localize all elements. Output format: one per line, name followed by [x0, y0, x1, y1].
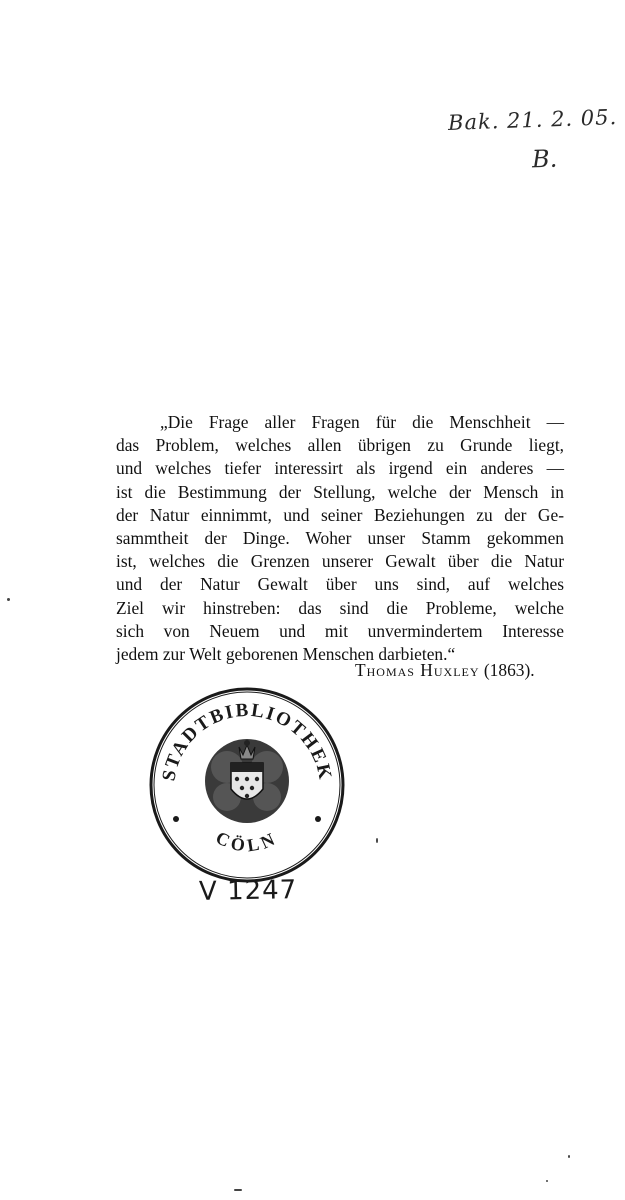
page-speck — [546, 1180, 548, 1182]
stamp-top-text: STADTBIBLIOTHEK — [158, 699, 336, 783]
handwritten-shelfmark: V 1247 — [198, 875, 298, 907]
handwritten-mark: B. — [531, 144, 558, 174]
coat-of-arms-emblem — [205, 739, 289, 823]
quote-line: „Die Frage aller Fragen für die Menschheit — — [160, 412, 564, 432]
epigraph-quote — [116, 411, 564, 666]
attribution-author: Thomas Huxley — [355, 660, 480, 680]
quote-attribution — [355, 660, 535, 681]
page-speck — [234, 1189, 242, 1191]
quote-line: sich von Neuem und mit unvermindertem Interesse — [116, 620, 564, 641]
page-speck — [568, 1155, 570, 1158]
quote-line: und welches tiefer interessirt als irgend ein anderes — — [116, 458, 564, 479]
stamp-bottom-text: CÖLN — [212, 827, 282, 856]
quote-line: und der Natur Gewalt über uns sind, auf welches — [116, 574, 564, 595]
quote-line: ist, welches die Grenzen unserer Gewalt über die Natur — [116, 551, 564, 572]
quote-line: jedem zur Welt geborenen Menschen darbieten.“ — [116, 644, 456, 665]
attribution-year: (1863). — [483, 660, 535, 680]
quote-line: der Natur einnimmt, und seiner Beziehungen zu der Ge- — [116, 504, 564, 525]
stamp-dot — [315, 816, 321, 822]
quote-line: das Problem, welches allen übrigen zu Grunde liegt, — [116, 435, 564, 456]
quote-line: Ziel wir hinstreben: das sind die Probleme, welche — [116, 597, 564, 618]
quote-line: sammtheit der Dinge. Woher unser Stamm gekommen — [116, 528, 564, 549]
library-stamp — [147, 685, 347, 885]
quote-line: ist die Bestimmung der Stellung, welche der Mensch in — [116, 481, 564, 502]
stamp-dot — [173, 816, 179, 822]
page-speck — [376, 838, 378, 843]
page-speck — [7, 598, 10, 601]
handwritten-accession-date: Bak. 21. 2. 05. — [447, 105, 618, 135]
